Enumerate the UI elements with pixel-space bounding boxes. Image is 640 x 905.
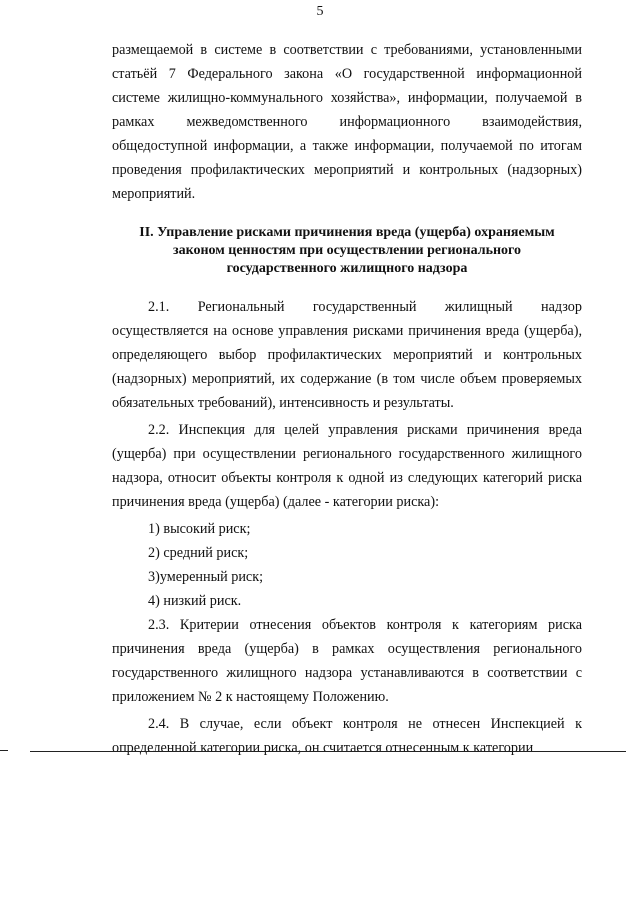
paragraph-2-2: 2.2. Инспекция для целей управления рисками причинения вреда (ущерба) при осуществлении регионального государственного жилищного надзора, относит объекты контроля к одной из следующих категорий риска причинения вреда (ущерба) (далее - категории риска): [112, 422, 582, 510]
list-item: 4) низкий риск. [148, 593, 242, 609]
list-item: 2) средний риск; [148, 545, 249, 561]
document-body [112, 38, 582, 760]
section-title-line-3: государственного жилищного надзора [226, 261, 468, 276]
page-divider-line [30, 751, 626, 752]
intro-paragraph: размещаемой в системе в соответствии с требованиями, установленными статьёй 7 Федерального закона «О государственной информационной системе жилищно-коммунального хозяйства», информации, получаемой в рамках межведомственного информационного взаимодействия, общедоступной информации, а также информации, получаемой по итогам проведения профилактических мероприятий и контрольных (надзорных) мероприятий. [112, 42, 582, 202]
paragraph-2-3: 2.3. Критерии отнесения объектов контроля к категориям риска причинения вреда (ущерба) в рамках осуществления регионального государственного жилищного надзора устанавливаются в соответствии с приложением № 2 к настоящему Положению. [112, 617, 582, 705]
paragraph-2-1: 2.1. Региональный государственный жилищный надзор осуществляется на основе управления рисками причинения вреда (ущерба), определяющего выбор профилактических мероприятий и контрольных (надзорных) мероприятий, их содержание (в том числе объем проверяемых обязательных требований), интенсивность и результаты. [112, 299, 582, 411]
list-item: 1) высокий риск; [148, 521, 251, 537]
list-item: 3)умеренный риск; [148, 569, 264, 585]
risk-category-list [112, 517, 582, 613]
section-title [112, 224, 582, 278]
section-title-line-1: II. Управление рисками причинения вреда (ущерба) охраняемым [139, 225, 555, 240]
section-title-line-2: законом ценностям при осуществлении регионального [172, 243, 522, 258]
margin-tick-mark [0, 750, 8, 751]
page-number: 5 [316, 4, 324, 19]
paragraph-2-4: 2.4. В случае, если объект контроля не отнесен Инспекцией к определенной категории риска, он считается отнесенным к категории [112, 716, 582, 756]
